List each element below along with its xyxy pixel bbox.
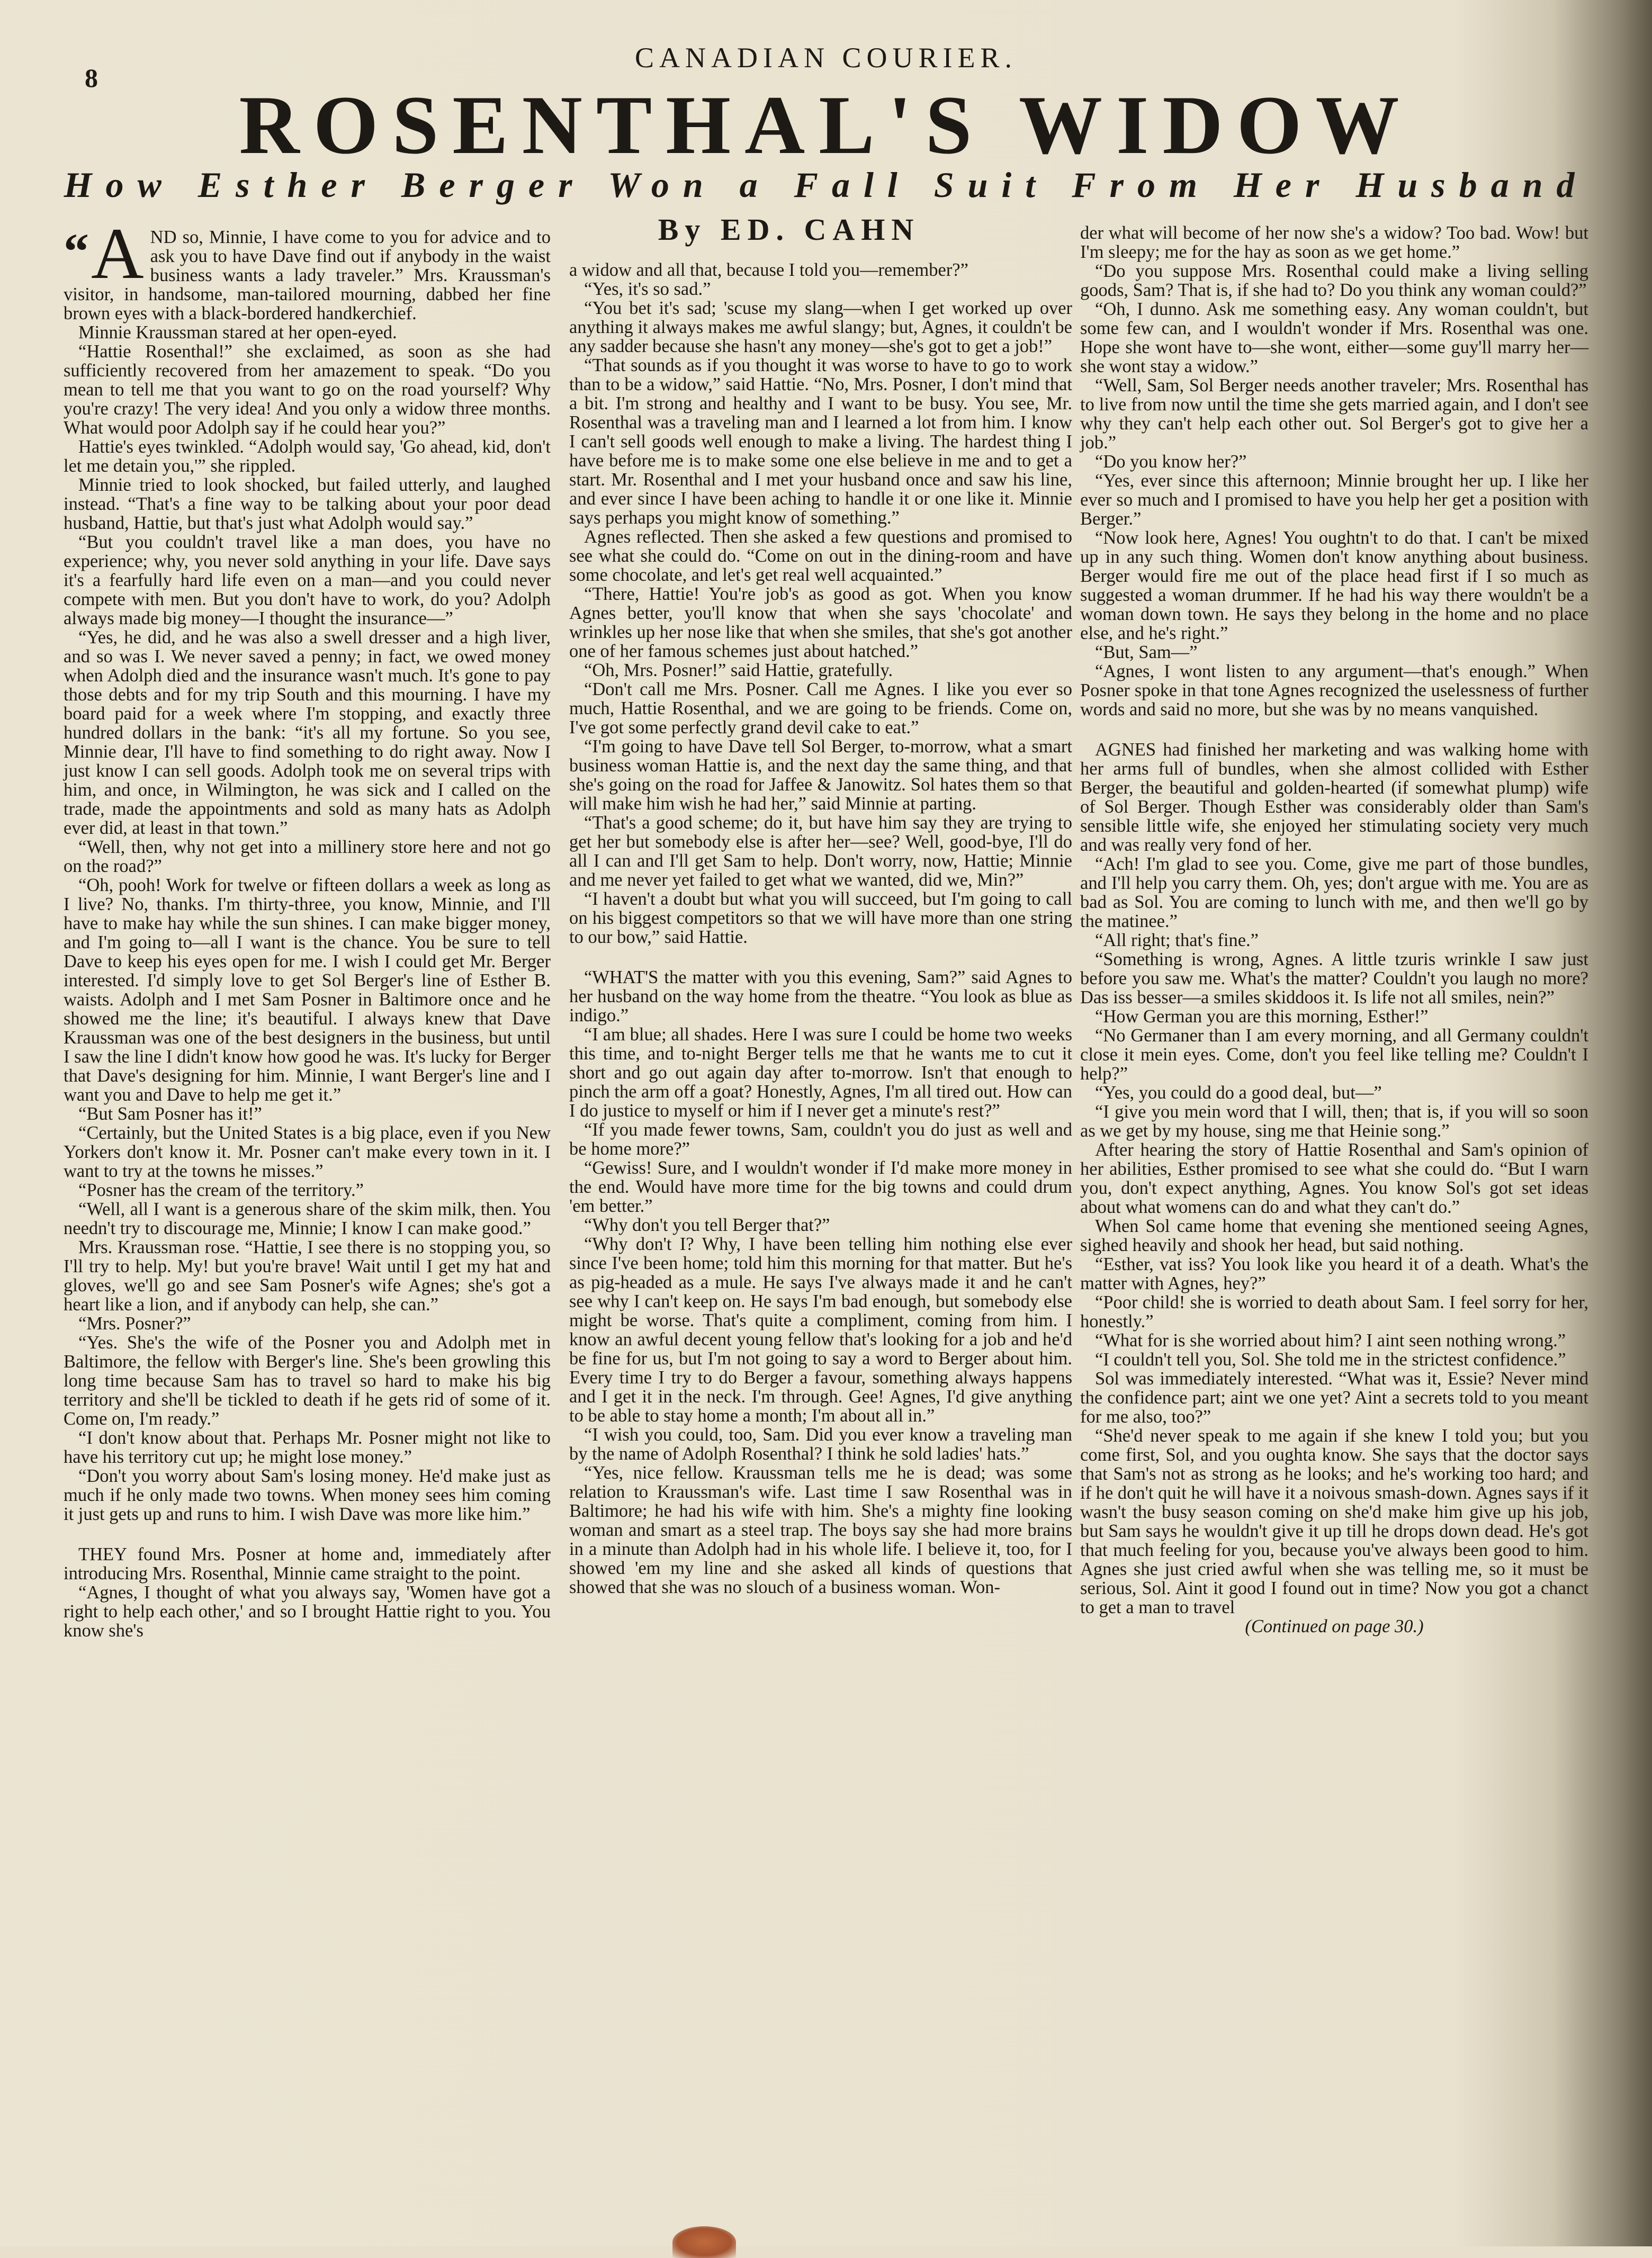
paragraph: “If you made fewer towns, Sam, couldn't you do just as well and be home more?” <box>569 1120 1072 1159</box>
paragraph: “I give you mein word that I will, then; that is, if you will so soon as we get by my house, sing me that Heinie song.” <box>1080 1102 1588 1141</box>
paragraph: “Yes. She's the wife of the Posner you and Adolph met in Baltimore, the fellow with Berger's line. She's been growling this long time because Sam has to travel so hard to make his big territory and she'll be tickled to death if he gets rid of some of it. Come on, I'm ready.” <box>64 1333 551 1429</box>
paragraph: Mrs. Kraussman rose. “Hattie, I see there is no stopping you, so I'll try to help. My! but you're brave! Wait until I get my hat and gloves, we'll go and see Sam Posner's wife Agnes; she's got a heart like a lion, and if anybody can help, she can.” <box>64 1237 551 1315</box>
paragraph: “Certainly, but the United States is a big place, even if you New Yorkers don't know it. Mr. Posner can't make every town in it. I want to try at the towns he misses.” <box>64 1123 551 1181</box>
paragraph: “Hattie Rosenthal!” she exclaimed, as soon as she had sufficiently recovered from her amazement to speak. “Do you mean to tell me that you want to go on the road yourself? Why you're crazy! The very idea! And you only a widow three months. What would poor Adolph say if he could hear you?” <box>64 341 551 438</box>
paragraph: “Poor child! she is worried to death about Sam. I feel sorry for her, honestly.” <box>1080 1292 1588 1332</box>
publication-header: CANADIAN COURIER. <box>635 42 1017 74</box>
paragraph: “Well, all I want is a generous share of the skim milk, then. You needn't try to discourage me, Minnie; I know I can make good.” <box>64 1199 551 1238</box>
paragraph: “Yes, you could do a good deal, but—” <box>1095 1083 1382 1103</box>
paragraph: Minnie Kraussman stared at her open-eyed. <box>78 322 397 343</box>
paragraph: “What for is she worried about him? I aint seen nothing wrong.” <box>1095 1330 1566 1351</box>
binding-stain <box>672 2226 736 2258</box>
paragraph: “Do you know her?” <box>1095 452 1247 472</box>
paragraph: “I wish you could, too, Sam. Did you ever know a traveling man by the name of Adolph Rosenthal? I think he sold ladies' hats.” <box>569 1425 1072 1464</box>
section-start-paragraph: “WHAT'S the matter with you this evening, Sam?” said Agnes to her husband on the way home from the theatre. “You look as blue as indigo.” <box>569 967 1072 1025</box>
paragraph: “All right; that's fine.” <box>1095 930 1259 950</box>
paragraph: After hearing the story of Hattie Rosenthal and Sam's opinion of her abilities, Esther promised to see what she could do. “But I warn you, don't expect anything, Agnes. You know Sol's got set ideas about what womens can do and what they can't do.” <box>1080 1140 1588 1217</box>
paragraph: “How German you are this morning, Esther!” <box>1095 1006 1429 1027</box>
paragraph: “Don't call me Mrs. Posner. Call me Agnes. I like you ever so much, Hattie Rosenthal, and we are going to be friends. Come on, I've got some perfectly grand devil cake to eat.” <box>569 679 1072 737</box>
paragraph: “No Germaner than I am every morning, and all Germany couldn't close it mein eyes. Come, don't you feel like telling me? Couldn't I help?” <box>1080 1025 1588 1084</box>
paragraph: “Well, then, why not get into a millinery store here and not go on the road?” <box>64 837 551 876</box>
paragraph: “Yes, ever since this afternoon; Minnie brought her up. I like her ever so much and I promised to have you help her get a position with Berger.” <box>1080 471 1588 529</box>
paragraph: “I haven't a doubt but what you will succeed, but I'm going to call on his biggest competitors so that we will have more than one string to our bow,” said Hattie. <box>569 889 1072 947</box>
paragraph: When Sol came home that evening she mentioned seeing Agnes, sighed heavily and shook her head, but said nothing. <box>1080 1216 1588 1255</box>
paragraph: Agnes reflected. Then she asked a few questions and promised to see what she could do. “Come on out in the dining-room and have some chocolate, and let's get real well acquainted.” <box>569 527 1072 585</box>
paragraph: “Agnes, I thought of what you always say, 'Women have got a right to help each other,' and so I brought Hattie right to you. You know she's <box>64 1582 551 1641</box>
paragraph: “But, Sam—” <box>1095 642 1198 662</box>
paragraph-text: ND so, Minnie, I have come to you for advice and to ask you to have Dave find out if anybody in the waist business wants a lady traveler.” Mrs. Kraussman's visitor, in handsome, man-tailored mourning, dabbed her fine brown eyes with a black-bordered handkerchief. <box>64 227 551 323</box>
paragraph: “But you couldn't travel like a man does, you have no experience; why, you never sold anything in your life. Dave says it's a fearfully hard life even on a man—and you could never compete with men. But you don't have to work, do you? Adolph always made big money—I thought the insurance—” <box>64 532 551 628</box>
paragraph: “I am blue; all shades. Here I was sure I could be home two weeks this time, and to-night Berger tells me that he wants me to cut it short and go out again day after to-morrow. Isn't that enough to pinch the arm off a goat? Honestly, Agnes, I'm all tired out. How can I do justice to myself or him if I never get a minute's rest?” <box>569 1024 1072 1121</box>
paragraph: “She'd never speak to me again if she knew I told you; but you come first, Sol, and you oughta know. She says that the doctor says that Sam's not as strong as he looks; and he's working too hard; and if he don't quit he will have it a noivous smash-down. Agnes says if it wasn't the busy season coming on she'd make him give up his job, but Sam says he wouldn't give it up till he drops down dead. He's got that much feeling for you, because you've always been good to him. Agnes she just cried awful when she was telling me, so it must be serious, Sol. Aint it good I found out in time? Now you got a chanct to get a man to travel <box>1080 1426 1588 1617</box>
paragraph: “Oh, I dunno. Ask me something easy. Any woman couldn't, but some few can, and I wouldn't wonder if Mrs. Rosenthal was one. Hope she wont have to—she wont, either—some guy'll marry her—she wont stay a widow.” <box>1080 299 1588 376</box>
paragraph: “Now look here, Agnes! You oughtn't to do that. I can't be mixed up in any such thing. Women don't know anything about business. Berger would fire me out of the place head first if I so much as suggested a woman drummer. If he had his way there wouldn't be a woman down town. He says they belong in the home and no place else, and he's right.” <box>1080 528 1588 643</box>
paragraph: “Posner has the cream of the territory.” <box>78 1180 364 1200</box>
page-number: 8 <box>85 63 98 93</box>
paragraph: “Mrs. Posner?” <box>78 1314 191 1334</box>
paragraph: “Oh, pooh! Work for twelve or fifteen dollars a week as long as I live? No, thanks. I'm thirty-three, you know, Minnie, and I'll have to make hay while the sun shines. I can make bigger money, and I'm going to—all I want is the chance. You be sure to tell Dave to keep his eyes open for me. I wish I could get Mr. Berger interested. I'd simply love to get Sol Berger's line of Esther B. waists. Adolph and I met Sam Posner in Baltimore once and he showed me the line; it's beautiful. I always knew that Dave Kraussman was one of the best designers in the business, but until I saw the line I didn't know how good he was. It's lucky for Berger that Dave's designing for him. Minnie, I want Berger's line and I want you and Dave to help me get it.” <box>64 875 551 1105</box>
paragraph: “Yes, he did, and he was also a swell dresser and a high liver, and so was I. We never saved a penny; in fact, we owed money when Adolph died and the insurance wasn't much. It's gone to pay those debts and for my trip South and this mourning. I have my board paid for a week where I'm stopping, and exactly three hundred dollars in the bank: “it's all my fortune. So you see, Minnie dear, I'll have to find something to do right away. Now I just know I can sell goods. Adolph took me on several trips with him, and once, in Wilmington, he was sick and I called on the trade, made the appointments and sold as many hats as Adolph ever did, at least in that town.” <box>64 627 551 838</box>
section-start-paragraph: AGNES had finished her marketing and was walking home with her arms full of bundles, when she almost collided with Esther Berger, the beautiful and golden-hearted (if somewhat plump) wife of Sol Berger. Though Esther was considerably older than Sam's sensible little wife, she enjoyed her stimulating society very much and was really very fond of her. <box>1080 740 1588 855</box>
paragraph: “Don't you worry about Sam's losing money. He'd make just as much if he only made two towns. When money sees him coming it just gets up and runs to him. I wish Dave was more like him.” <box>64 1466 551 1524</box>
paragraph: Minnie tried to look shocked, but failed utterly, and laughed instead. “That's a fine way to be talking about your poor dead husband, Hattie, but that's just what Adolph would say.” <box>64 475 551 533</box>
text-column-1 <box>64 213 551 1641</box>
paragraph: “Yes, it's so sad.” <box>584 279 711 299</box>
paragraph: “Yes, nice fellow. Kraussman tells me he is dead; was some relation to Kraussman's wife. Last time I saw Rosenthal was in Baltimore; he had his wife with him. She's a mighty fine looking woman and smart as a steel trap. The boys say she had more brains in a minute than Adolph had in his whole life. I believe it, too, for I showed 'em my line and she asked all kinds of questions that showed that she was no slouch of a business woman. Won- <box>569 1463 1072 1597</box>
paragraph: “That sounds as if you thought it was worse to have to go to work than to be a widow,” said Hattie. “No, Mrs. Posner, I don't mind that a bit. I'm strong and healthy and I want to be busy. You see, Mr. Rosenthal was a traveling man and I learned a lot from him. I know I can't sell goods well enough to make a living. The hardest thing I have before me is to make some one else believe in me and to get a start. Mr. Rosenthal and I met your husband once and saw his line, and ever since I have been aching to handle it or one like it. Minnie says perhaps you might know of something.” <box>569 355 1072 528</box>
drop-quote: “ <box>64 223 89 280</box>
paragraph <box>64 213 551 323</box>
continued-note: (Continued on page 30.) <box>1245 1616 1424 1636</box>
text-column-2 <box>569 260 1072 1597</box>
article-title: ROSENTHAL'S WIDOW <box>239 79 1413 172</box>
paragraph: “Esther, vat iss? You look like you heard it of a death. What's the matter with Agnes, hey?” <box>1080 1254 1588 1293</box>
article-byline: By ED. CAHN <box>658 212 920 247</box>
paragraph: “I couldn't tell you, Sol. She told me in the strictest confidence.” <box>1095 1350 1566 1370</box>
paragraph: “Why don't you tell Berger that?” <box>584 1215 830 1235</box>
paragraph: Hattie's eyes twinkled. “Adolph would say, 'Go ahead, kid, don't let me detain you,'” she rippled. <box>64 437 551 476</box>
drop-cap: A <box>91 213 144 294</box>
paragraph: Sol was immediately interested. “What was it, Essie? Never mind the confidence part; aint we one yet? Aint a secrets told to you meant for me also, too?” <box>1080 1369 1588 1427</box>
paragraph: “Gewiss! Sure, and I wouldn't wonder if I'd make more money in the end. Would have more time for the big towns and could drum 'em better.” <box>569 1158 1072 1216</box>
article-subtitle: How Esther Berger Won a Fall Suit From Her Husband <box>64 165 1588 205</box>
paragraph: “Ach! I'm glad to see you. Come, give me part of those bundles, and I'll help you carry them. Oh, yes; don't argue with me. You are as bad as Sol. You are coming to lunch with me, and then we'll go by the matinee.” <box>1080 854 1588 931</box>
paragraph: “I'm going to have Dave tell Sol Berger, to-morrow, what a smart business woman Hattie is, and the next day the same thing, and that she's going on the road for Jaffee & Janowitz. Sol hates them so that will make him wish he had her,” said Minnie at parting. <box>569 736 1072 814</box>
section-start-paragraph: THEY found Mrs. Posner at home and, immediately after introducing Mrs. Rosenthal, Minnie came straight to the point. <box>64 1544 551 1584</box>
paragraph: “Oh, Mrs. Posner!” said Hattie, gratefully. <box>584 660 893 680</box>
paragraph: “But Sam Posner has it!” <box>78 1104 262 1124</box>
paragraph: der what will become of her now she's a widow? Too bad. Wow! but I'm sleepy; me for the hay as soon as we get home.” <box>1080 223 1588 262</box>
paragraph: a widow and all that, because I told you—remember?” <box>569 260 968 280</box>
paragraph: “Agnes, I wont listen to any argument—that's enough.” When Posner spoke in that tone Agnes recognized the uselessness of further words and said no more, but she was by no means vanquished. <box>1080 661 1588 719</box>
paragraph: “Do you suppose Mrs. Rosenthal could make a living selling goods, Sam? That is, if she had to? Do you think any woman could?” <box>1080 261 1588 300</box>
paragraph: “That's a good scheme; do it, but have him say they are trying to get her but somebody else is after her—see? Well, good-bye, I'll do all I can and I'll get Sam to help. Don't worry, now, Hattie; Minnie and me never yet failed to get what we wanted, did we, Min?” <box>569 813 1072 890</box>
paragraph: “Why don't I? Why, I have been telling him nothing else ever since I've been home; told him this morning for that matter. But he's as pig-headed as a mule. He says I've always made it and he can't see why I can't keep on. He says I'm bad enough, but somebody else might be worse. That's quite a compliment, coming from him. I know an awful decent young fellow that's looking for a job and he'd be fine for us, but I'm not going to say a word to Berger about him. Every time I try to do Berger a favour, something always happens and I get it in the neck. I'm through. Gee! Agnes, I'd give anything to be able to stay home a month; I'm about all in.” <box>569 1234 1072 1426</box>
paragraph: “You bet it's sad; 'scuse my slang—when I get worked up over anything it always makes me awful slangy; but, Agnes, it couldn't be any sadder because she hasn't any money—she's got to get a job!” <box>569 298 1072 356</box>
paragraph: “There, Hattie! You're job's as good as got. When you know Agnes better, you'll know that when she says 'chocolate' and wrinkles up her nose like that when she smiles, that she's got another one of her famous schemes just about hatched.” <box>569 584 1072 661</box>
paragraph: “Well, Sam, Sol Berger needs another traveler; Mrs. Rosenthal has to live from now until the time she gets married again, and I don't see why they can't help each other out. Sol Berger's got to give her a job.” <box>1080 375 1588 453</box>
text-column-3 <box>1080 223 1588 1636</box>
paragraph: “Something is wrong, Agnes. A little tzuris wrinkle I saw just before you saw me. What's the matter? Couldn't you laugh no more? Das iss besser—a smiles skiddoos it. Is life not all smiles, nein?” <box>1080 949 1588 1007</box>
paragraph: “I don't know about that. Perhaps Mr. Posner might not like to have his territory cut up; he might lose money.” <box>64 1428 551 1467</box>
